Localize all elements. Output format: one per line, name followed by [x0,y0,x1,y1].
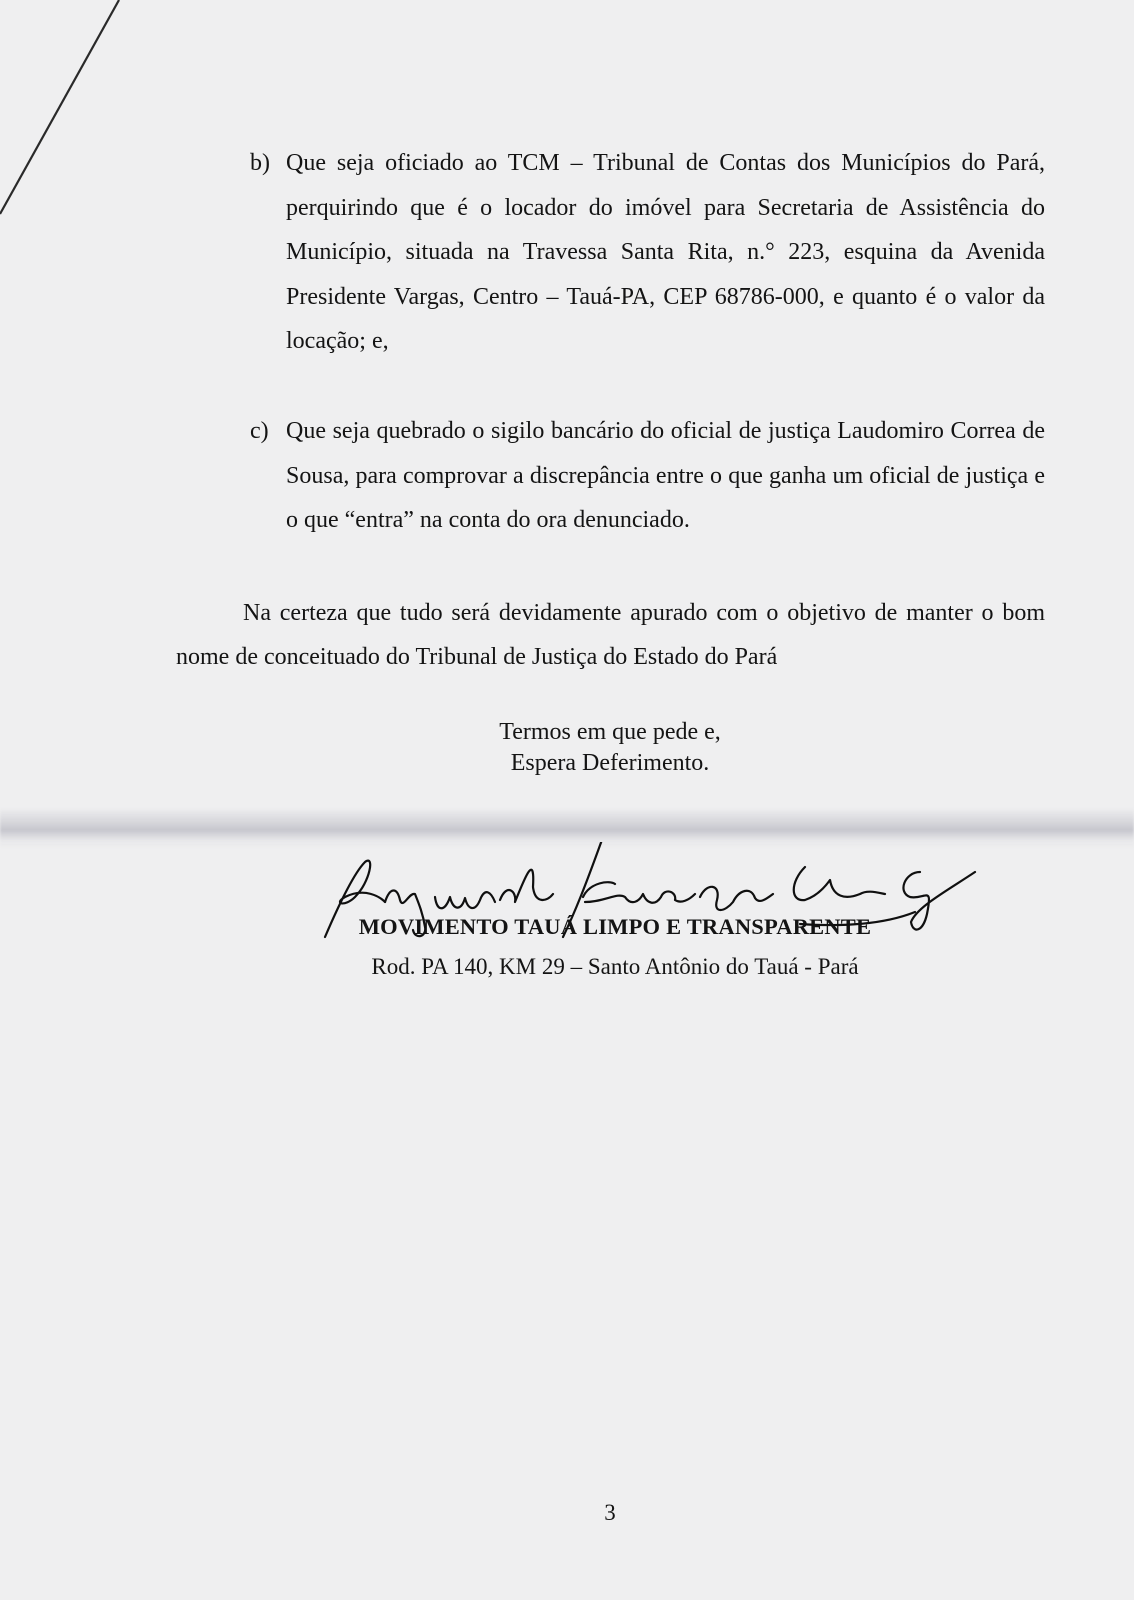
list-item-c [250,409,1045,543]
closing-line-2: Espera Deferimento. [510,750,710,776]
organization-name: MOVIMENTO TAUÁ LIMPO E TRANSPARENTE [358,914,872,939]
handwritten-signature [285,842,985,952]
list-item-text: Que seja oficiado ao TCM – Tribunal de Contas dos Municípios do Pará, perquirindo que é o locador do imóvel para Secretaria de Assistência do Município, situada na Travessa Santa Rita, n.° 223, esquina da Avenida Presidente Vargas, Centro – Tauá-PA, CEP 68786-000, e quanto é o valor da locação; e, [286,150,1045,354]
list-item-text: Que seja quebrado o sigilo bancário do oficial de justiça Laudomiro Correa de Sousa, para comprovar a discrepância entre o que ganha um oficial de justiça e o que “entra” na conta do ora denunciado. [286,418,1045,533]
list-marker: c) [250,418,269,444]
page-number: 3 [604,1500,616,1525]
list-marker: b) [250,150,270,176]
scan-edge-line [0,0,140,230]
conclusion-paragraph: Na certeza que tudo será devidamente apurado com o objetivo de manter o bom nome de conceituado do Tribunal de Justiça do Estado do Pará [176,600,1045,670]
closing-line-1: Termos em que pede e, [499,719,721,745]
organization-address: Rod. PA 140, KM 29 – Santo Antônio do Tauá - Pará [371,954,859,979]
list-item-b [250,141,1045,364]
